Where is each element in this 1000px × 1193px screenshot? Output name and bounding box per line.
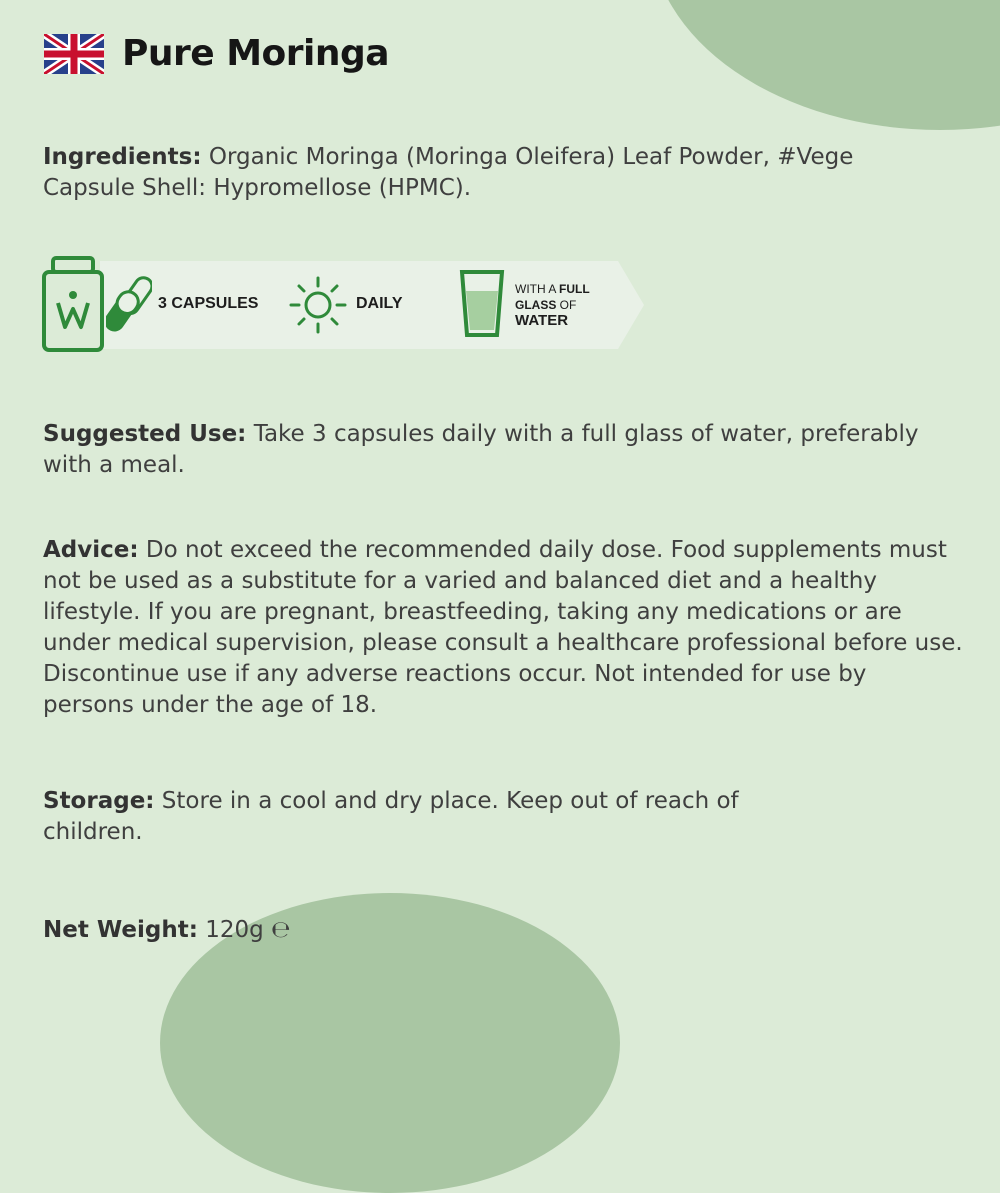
decorative-blob-top [650, 0, 1000, 130]
advice-text [43, 535, 963, 721]
estimated-sign-icon: ℮ [271, 917, 291, 943]
water-glass-icon [458, 269, 506, 339]
water-text-of: OF [556, 298, 577, 312]
advice-label: Advice: [43, 537, 139, 563]
uk-flag-icon [44, 34, 104, 74]
net-weight-label: Net Weight: [43, 917, 198, 943]
advice-value: Do not exceed the recommended daily dose. Food supplements must not be used as a substitute for a varied and balanced diet and a healthy lifestyle. If you are pregnant, breastfeeding, taking any medications or are under medical supervision, please consult a healthcare professional before use. Discontinue use if any adverse reactions occur. Not intended for use by persons under the age of 18. [43, 537, 963, 718]
net-weight-value: 120g [197, 917, 264, 943]
ingredients-text [43, 142, 943, 204]
suggested-use-label: Suggested Use: [43, 421, 247, 447]
dosage-banner [40, 255, 650, 355]
net-weight-text [43, 915, 443, 946]
ingredients-label: Ingredients: [43, 144, 202, 170]
page-title: Pure Moringa [122, 33, 390, 74]
storage-label: Storage: [43, 788, 155, 814]
suggested-use-value: Take 3 capsules daily with a full glass of water, preferably with a meal. [43, 421, 919, 478]
suggested-use-text [43, 419, 943, 481]
water-text-glass: GLASS [515, 298, 557, 312]
capsules-label: 3 CAPSULES [158, 295, 259, 312]
ingredients-value: Organic Moringa (Moringa Oleifera) Leaf Powder, #Vege Capsule Shell: Hypromellose (HPMC). [43, 144, 854, 201]
water-text-full: FULL [559, 282, 590, 296]
page-header [44, 33, 389, 75]
storage-text [43, 786, 843, 848]
water-text-with-a: WITH A [515, 282, 560, 296]
capsules-icon [106, 275, 152, 337]
sun-icon [288, 275, 348, 335]
supplement-jar-icon [42, 255, 104, 353]
water-label [515, 281, 590, 329]
daily-label: DAILY [356, 295, 403, 312]
water-text-water: WATER [515, 312, 569, 329]
storage-value: Store in a cool and dry place. Keep out of reach of children. [43, 788, 739, 845]
